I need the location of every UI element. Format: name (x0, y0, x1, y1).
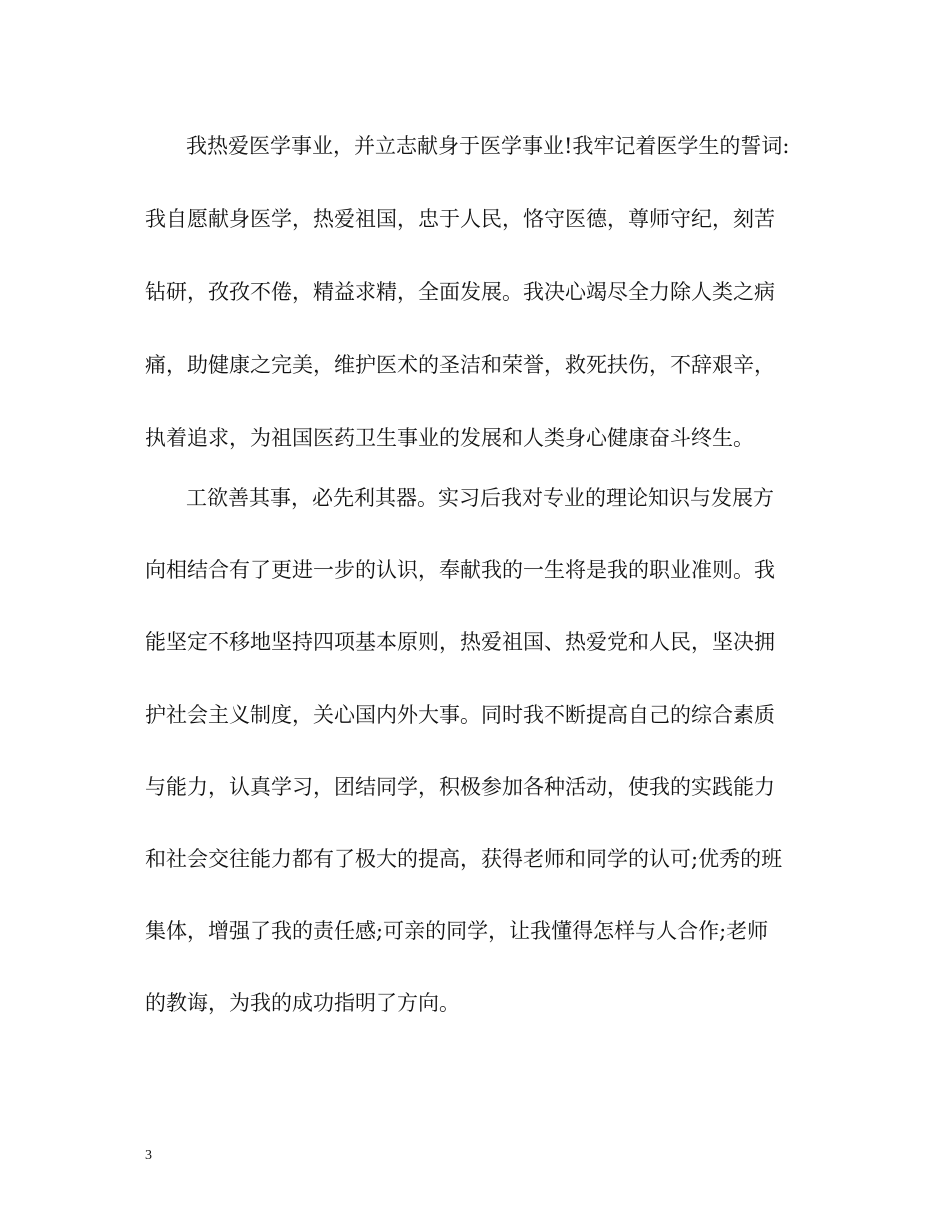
text-line: 护社会主义制度，关心国内外大事。同时我不断提高自己的综合素质 (145, 703, 775, 727)
text-line: 工欲善其事，必先利其器。实习后我对专业的理论知识与发展方 (186, 486, 774, 510)
text-line: 痛，助健康之完美，维护医术的圣洁和荣誉，救死扶伤，不辞艰辛， (145, 353, 775, 377)
text-line: 钻研，孜孜不倦，精益求精，全面发展。我决心竭尽全力除人类之病 (145, 280, 775, 304)
text-line: 我热爱医学事业，并立志献身于医学事业!我牢记着医学生的誓词: (186, 134, 790, 158)
text-line: 的教诲，为我的成功指明了方向。 (145, 991, 460, 1015)
text-line: 能坚定不移地坚持四项基本原则，热爱祖国、热爱党和人民，坚决拥 (145, 630, 775, 654)
text-line: 和社会交往能力都有了极大的提高，获得老师和同学的认可;优秀的班 (145, 847, 783, 871)
page-number: 3 (145, 1148, 152, 1163)
text-line: 执着追求，为祖国医药卫生事业的发展和人类身心健康奋斗终生。 (145, 426, 754, 450)
text-line: 向相结合有了更进一步的认识，奉献我的一生将是我的职业准则。我 (145, 558, 775, 582)
text-line: 我自愿献身医学，热爱祖国，忠于人民，恪守医德，尊师守纪，刻苦 (145, 207, 775, 231)
text-line: 与能力，认真学习，团结同学，积极参加各种活动，使我的实践能力 (145, 775, 775, 799)
text-line: 集体，增强了我的责任感;可亲的同学，让我懂得怎样与人合作;老师 (145, 919, 769, 943)
